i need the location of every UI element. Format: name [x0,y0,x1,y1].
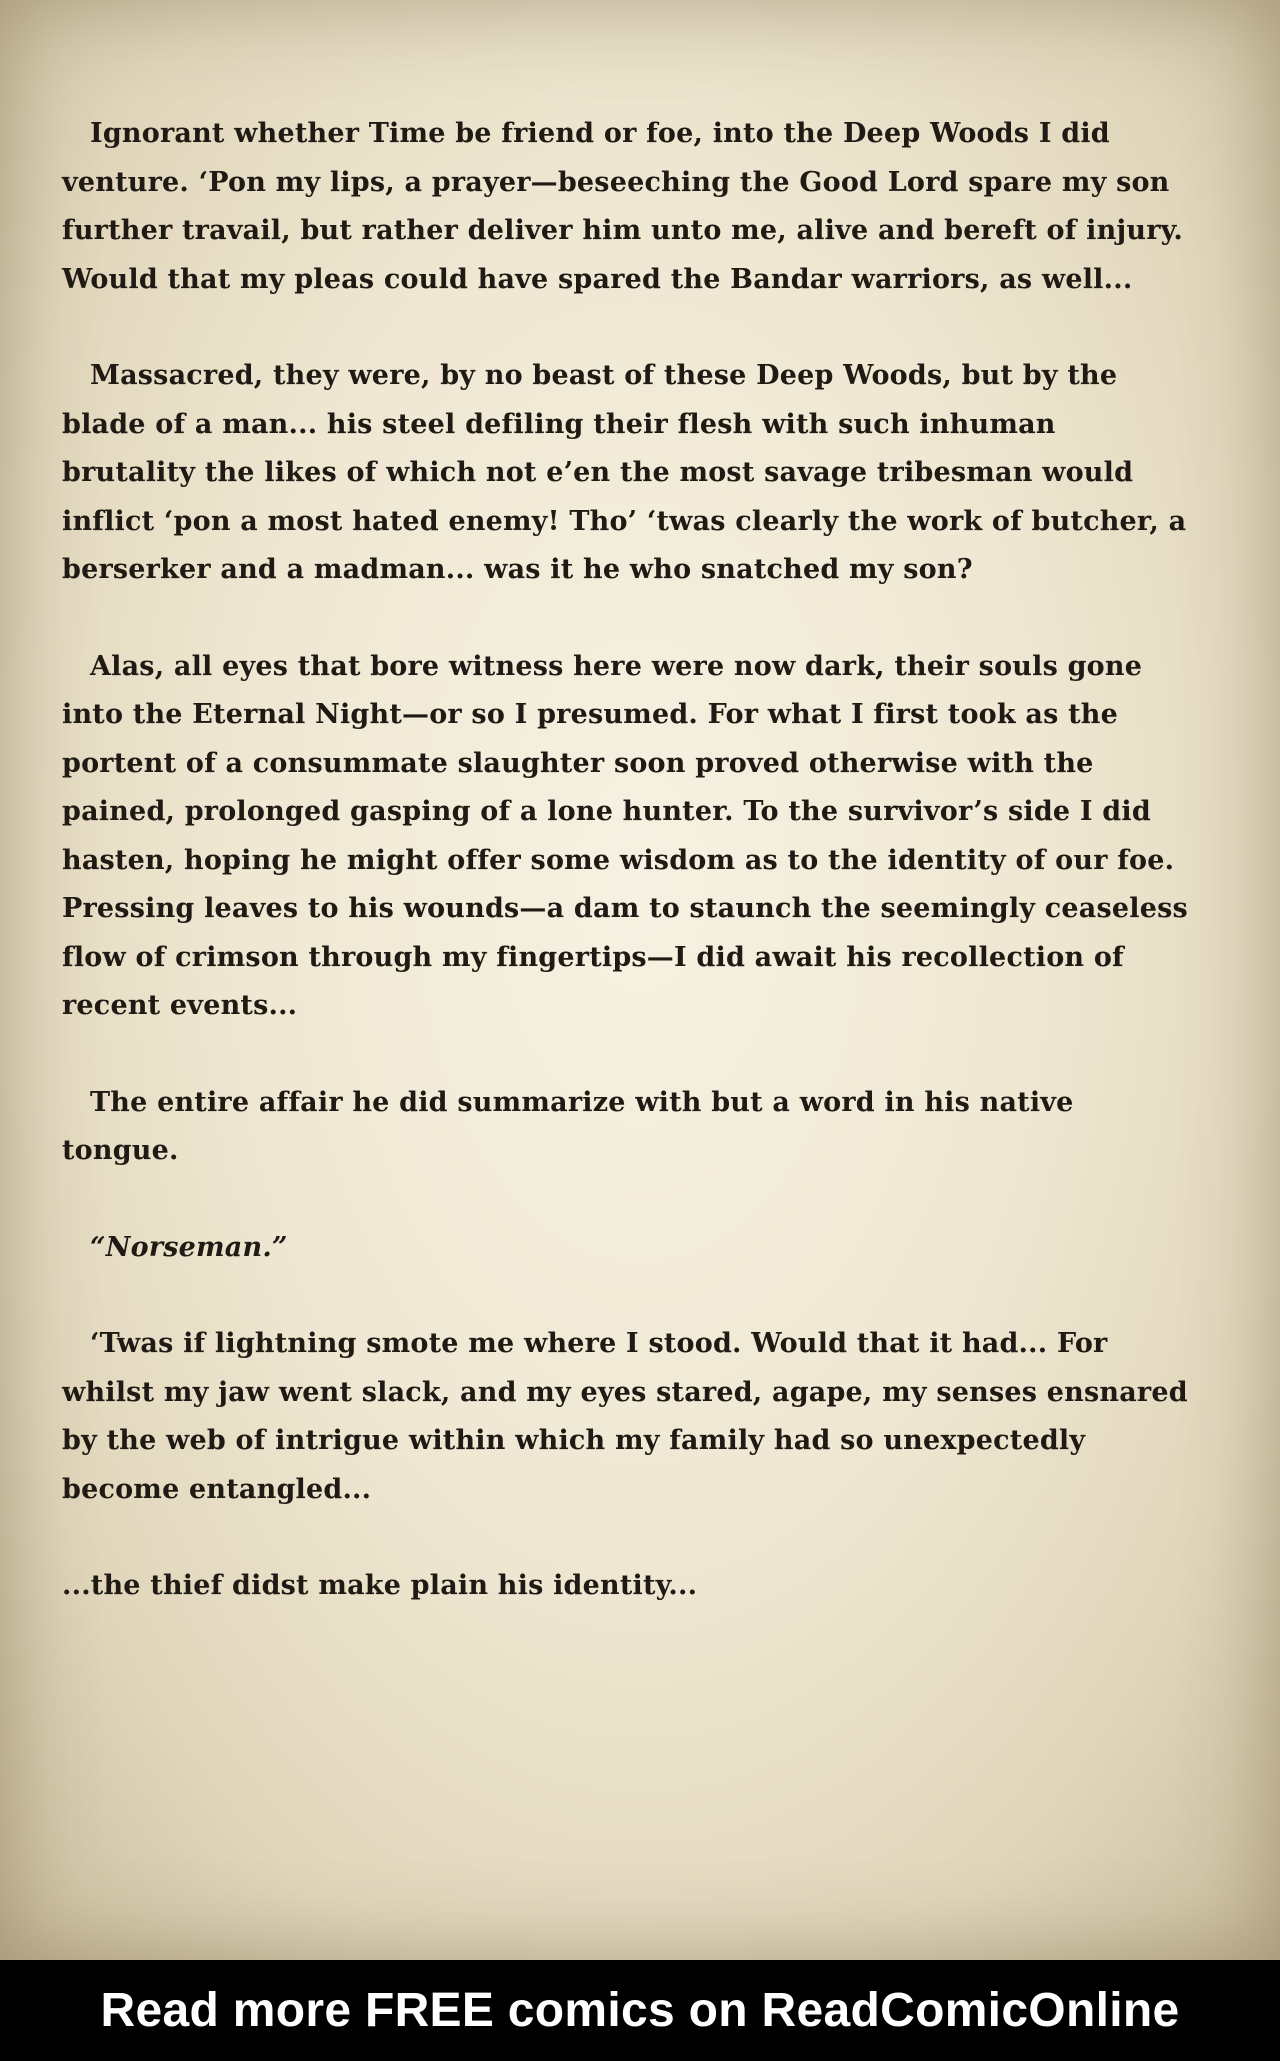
paragraph-norseman-quote: “Norseman.” [90,1231,288,1263]
paragraph-thief-identity: ...the thief didst make plain his identity... [62,1570,698,1601]
paragraph-deep-woods: Ignorant whether Time be friend or foe, into the Deep Woods I did venture. ‘Pon my lips, a prayer—beseeching the Good Lord spare my son further travail, but rather deliver him unto me, alive and bereft of injury. Would that my pleas could have spared the Bandar warriors, as well... [62,118,1184,295]
footer-banner[interactable] [0,1960,1280,2061]
paragraph-summary: The entire affair he did summarize with but a word in his native tongue. [62,1086,1074,1166]
paragraph-lightning: ‘Twas if lightning smote me where I stood. Would that it had... For whilst my jaw went slack, and my eyes stared, agape, my senses ensnared by the web of intrigue within which my family had so unexpectedly become entangled... [62,1328,1188,1505]
paragraph-massacre: Massacred, they were, by no beast of these Deep Woods, but by the blade of a man... his steel defiling their flesh with such inhuman brutality the likes of which not e’en the most savage tribesman would inflict ‘pon a most hated enemy! Tho’ ‘twas clearly the work of butcher, a berserker and a madman... was it he who snatched my son? [62,360,1187,585]
paragraph-survivor: Alas, all eyes that bore witness here were now dark, their souls gone into the Eternal Night—or so I presumed. For what I first took as the portent of a consummate slaughter soon proved otherwise with the pained, prolonged gasping of a lone hunter. To the survivor’s side I did hasten, hoping he might offer some wisdom as to the identity of our foe. Pressing leaves to his wounds—a dam to staunch the seemingly ceaseless flow of crimson through my fingertips—I did await his recollection of recent events... [62,650,1188,1021]
footer-banner-text[interactable]: Read more FREE comics on ReadComicOnline [100,1984,1180,2037]
narrative-text [62,110,1192,1659]
